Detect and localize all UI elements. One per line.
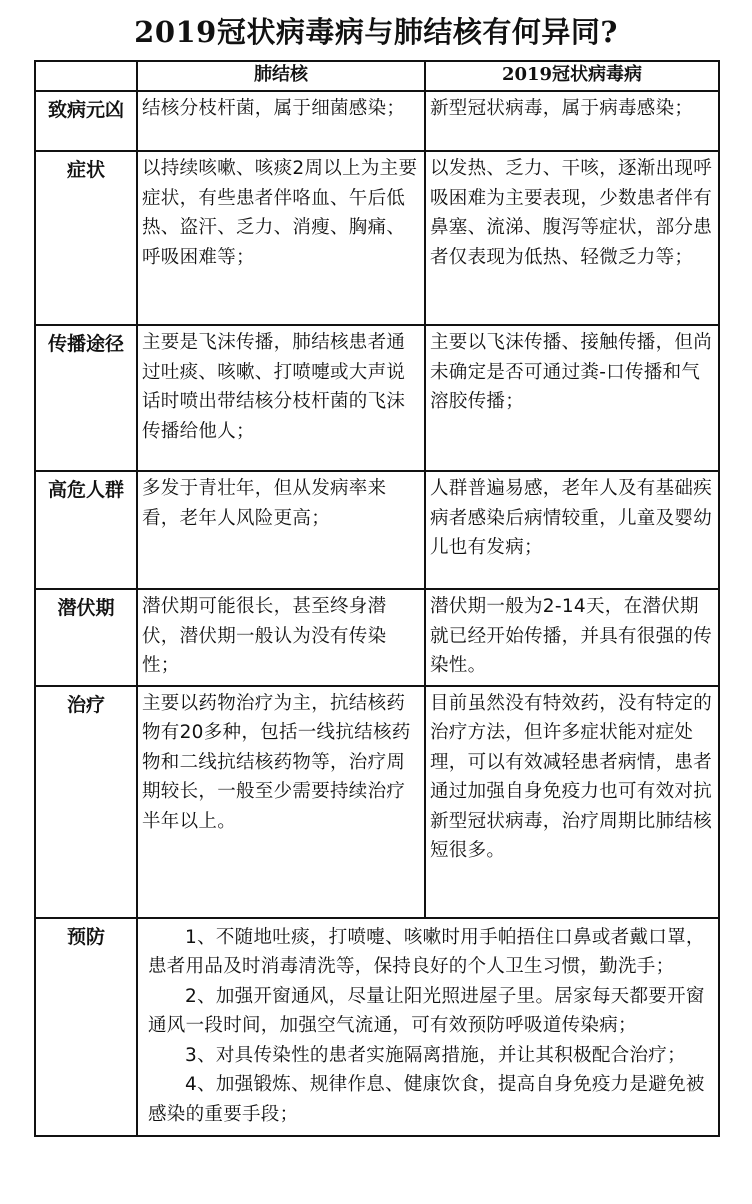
covid-cell: 以发热、乏力、干咳，逐渐出现呼吸困难为主要表现，少数患者伴有鼻塞、流涕、腹泻等症状，部分患者仅表现为低热、轻微乏力等； xyxy=(425,151,719,325)
row-label: 高危人群 xyxy=(35,471,137,589)
comparison-table xyxy=(34,60,720,1137)
tb-cell: 主要是飞沫传播，肺结核患者通过吐痰、咳嗽、打喷嚏或大声说话时喷出带结核分枝杆菌的飞沫传播给他人； xyxy=(137,325,425,471)
covid-cell: 主要以飞沫传播、接触传播，但尚未确定是否可通过粪-口传播和气溶胶传播； xyxy=(425,325,719,471)
table-row xyxy=(35,151,719,325)
prevention-item: 1、不随地吐痰，打喷嚏、咳嗽时用手帕捂住口鼻或者戴口罩，患者用品及时消毒清洗等，保持良好的个人卫生习惯，勤洗手； xyxy=(148,926,705,977)
covid-cell: 目前虽然没有特效药，没有特定的治疗方法，但许多症状能对症处理，可以有效减轻患者病情，患者通过加强自身免疫力也可有效对抗新型冠状病毒，治疗周期比肺结核短很多。 xyxy=(425,686,719,918)
row-label: 治疗 xyxy=(35,686,137,918)
tb-cell: 主要以药物治疗为主，抗结核药物有20多种，包括一线抗结核药物和二线抗结核药物等，治疗周期较长，一般至少需要持续治疗半年以上。 xyxy=(137,686,425,918)
row-label: 潜伏期 xyxy=(35,589,137,686)
covid-cell: 潜伏期一般为2-14天，在潜伏期就已经开始传播，并具有很强的传染性。 xyxy=(425,589,719,686)
header-covid: 2019冠状病毒病 xyxy=(425,61,719,91)
prevention-row xyxy=(35,918,719,1137)
page-title: 2019冠状病毒病与肺结核有何异同? xyxy=(134,15,618,49)
tb-cell: 潜伏期可能很长，甚至终身潜伏，潜伏期一般认为没有传染性； xyxy=(137,589,425,686)
row-label: 预防 xyxy=(35,918,137,1137)
table-row xyxy=(35,471,719,589)
tb-cell: 结核分枝杆菌，属于细菌感染； xyxy=(137,91,425,151)
row-label: 症状 xyxy=(35,151,137,325)
prevention-cell xyxy=(137,918,719,1137)
prevention-item: 2、加强开窗通风，尽量让阳光照进屋子里。居家每天都要开窗通风一段时间，加强空气流通，可有效预防呼吸道传染病； xyxy=(148,985,705,1036)
header-blank xyxy=(35,61,137,91)
table-row xyxy=(35,686,719,918)
prevention-item: 3、对具传染性的患者实施隔离措施，并让其积极配合治疗； xyxy=(185,1044,686,1066)
covid-cell: 人群普遍易感，老年人及有基础疾病者感染后病情较重，儿童及婴幼儿也有发病； xyxy=(425,471,719,589)
covid-cell: 新型冠状病毒，属于病毒感染； xyxy=(425,91,719,151)
tb-cell: 以持续咳嗽、咳痰2周以上为主要症状，有些患者伴咯血、午后低热、盗汗、乏力、消瘦、胸痛、呼吸困难等； xyxy=(137,151,425,325)
header-tb: 肺结核 xyxy=(137,61,425,91)
row-label: 致病元凶 xyxy=(35,91,137,151)
table-row xyxy=(35,589,719,686)
prevention-item: 4、加强锻炼、规律作息、健康饮食，提高自身免疫力是避免被感染的重要手段； xyxy=(148,1074,705,1125)
table-row xyxy=(35,325,719,471)
tb-cell: 多发于青壮年，但从发病率来看，老年人风险更高； xyxy=(137,471,425,589)
header-row xyxy=(35,61,719,91)
row-label: 传播途径 xyxy=(35,325,137,471)
table-row xyxy=(35,91,719,151)
